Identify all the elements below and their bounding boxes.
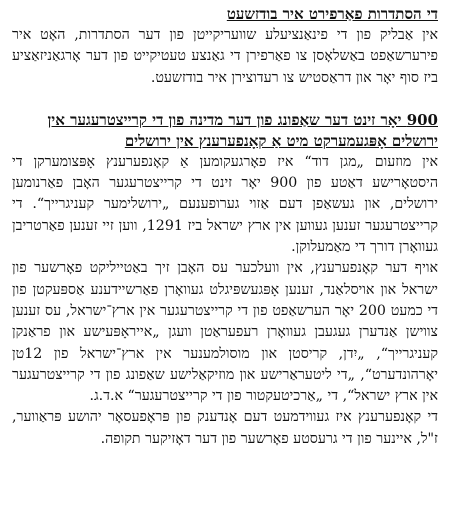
article-paragraph: די קאָנפערענץ איז געווידמעט דעם אָנדענק פון פּראָפעסאָר יהושע פּראַווער, ז"ל, איינער פון די גרעסטע פאָרשער פון דער דאָזיקער תקופה. — [12, 409, 438, 447]
article-hisradrut-budget — [12, 4, 438, 89]
article-headline: די הסתדרות פאַרפירט איר בודזשעט — [226, 5, 438, 23]
article-paragraph: אין מוזעום „מגן דוד“ איז פאָרגעקומען אַ קאָנפערענץ אָפּצומערקן די היסטאָרישע דאַטע פון 900 יאָר זינט די קרייצטרעגער האָבן פאַרנומען ירושלים, און געשאַפן דעם אַזוי גערופענעם „ירושלימער קעניגרייך“. די קרייצטרעגער זענען געווען אין ארץ ישראל ביז 1291, ווען זיי זענען פאַרטריבן געוואָרן דורך די מאַמעלוקן. — [12, 153, 438, 256]
article-paragraph: אין אַבליק פון די פינאַנציעלע שוועריקייטן פון דער הסתדרות, האָט איר פירערשאַפט באַשלאָסן צו פאַרפירן די גאַנצע טעטיקייט פון דער אָרגאַניזאַציע ביז סוף יאָר און דראַסטיש צו רעדוצירן איר בודזשעט. — [12, 27, 438, 86]
article-headline: 900 יאָר זינט דער שאַפונג פון דער מדינה פון די קרייצטרעגער אין ירושלים אָפּגעמערקט מיט אַ קאָנפערענץ אין ירושלים — [47, 110, 438, 150]
section-spacer — [12, 89, 438, 110]
article-paragraph: אויף דער קאָנפערענץ, אין וועלכער עס האָבן זיך באַטייליקט פאָרשער פון ישראל און אויסלאַנד, זענען אָפּגעשפּיגלט געוואָרן פאַרשיידענע אַספּעקטן פון די כמעט 200 יאָר הערשאַפט פון די קרייצטרעגער אין ארץ־ישראל, עס זענען צווישן אַנדערן געגעבן געוואָרן רעפעראַטן וועגן „אייראָפּעישע און פראַנקן קעניגרייך“, „יִדן, קריסטן און מוסולמענער אין ארץ־ישראל פון 12טן יאָרהונדערט“, „די ליטעראַרישע און מוזיקאַלישע שאַפונג פון די קרייצטרעגער אין ארץ ישראל“, די „אַרכיטעקטור פון די קרייצטרעגער“ א.ד.ג. — [12, 260, 439, 405]
article-crusaders-conference — [12, 110, 438, 450]
